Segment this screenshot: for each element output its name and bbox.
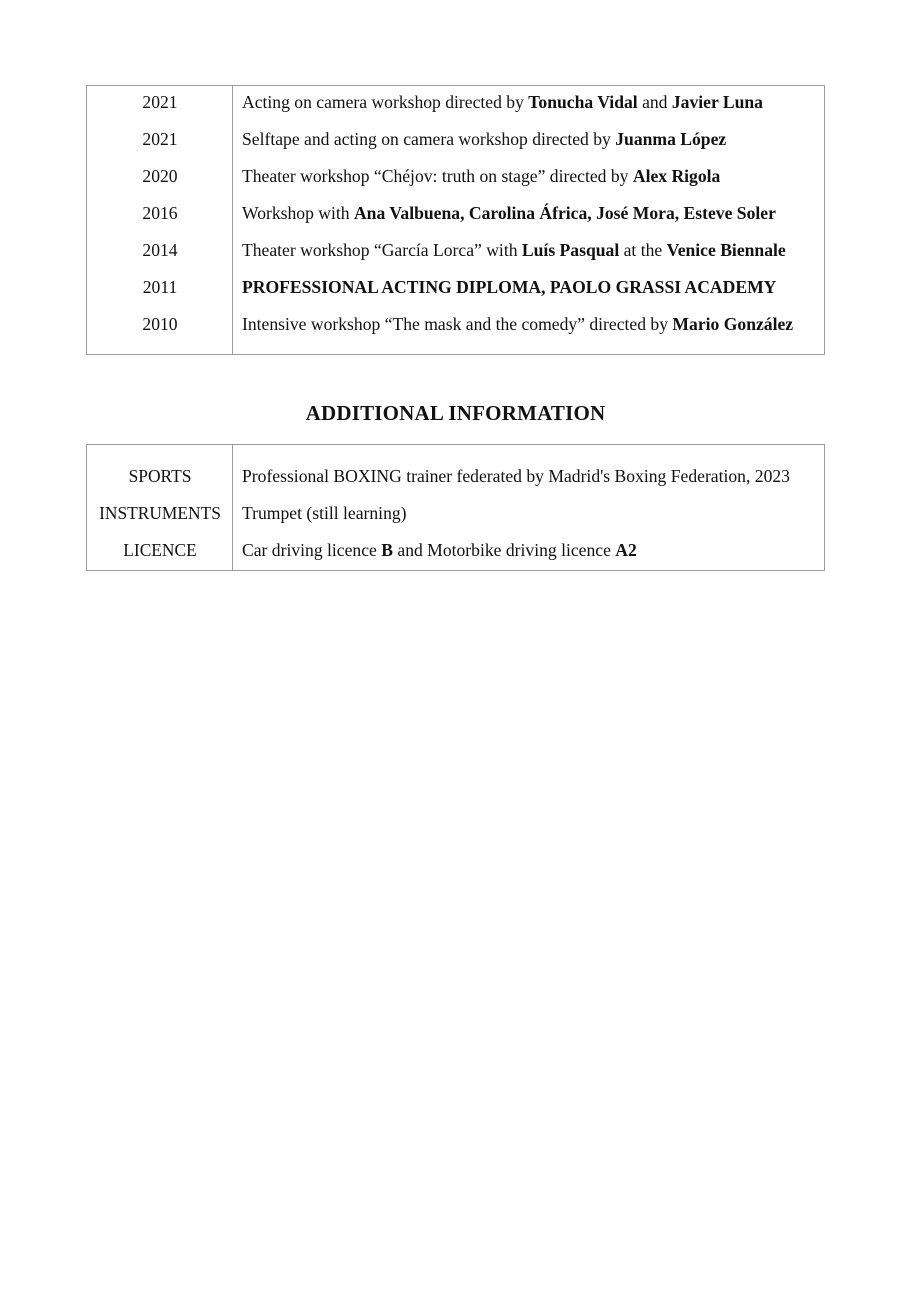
training-row — [87, 121, 824, 158]
year-cell: 2016 — [142, 203, 178, 223]
description-text: Workshop with — [242, 203, 354, 223]
description-text: Car driving licence — [242, 540, 382, 560]
entry-description — [233, 277, 824, 298]
description-text: at the — [619, 240, 667, 260]
training-row — [87, 84, 824, 121]
info-label-cell: LICENCE — [123, 540, 197, 560]
entry-description — [233, 503, 824, 524]
emphasized-text: Mario González — [672, 314, 794, 334]
training-rows — [87, 84, 824, 343]
description-text: Theater workshop “García Lorca” with — [242, 240, 522, 260]
info-label-cell: INSTRUMENTS — [99, 503, 221, 523]
description-text: and — [637, 92, 672, 112]
emphasized-text: PROFESSIONAL ACTING DIPLOMA, PAOLO GRASSI ACADEMY — [242, 277, 777, 297]
description-text: Theater workshop “Chéjov: truth on stage” directed by — [242, 166, 633, 186]
emphasized-text: Luís Pasqual — [521, 240, 620, 260]
entry-description — [233, 129, 824, 150]
year-cell: 2021 — [142, 92, 178, 112]
info-row — [87, 458, 824, 495]
entry-description — [233, 203, 824, 224]
training-row — [87, 232, 824, 269]
entry-description — [233, 314, 824, 335]
description-text: Selftape and acting on camera workshop directed by — [242, 129, 616, 149]
additional-information-heading: ADDITIONAL INFORMATION — [305, 401, 606, 425]
emphasized-text: Venice Biennale — [666, 240, 786, 260]
info-row — [87, 495, 824, 532]
entry-description — [233, 166, 824, 187]
year-cell: 2011 — [142, 277, 178, 297]
training-row — [87, 306, 824, 343]
emphasized-text: A2 — [615, 540, 637, 560]
description-text: and Motorbike driving licence — [392, 540, 616, 560]
emphasized-text: Juanma López — [615, 129, 727, 149]
entry-description — [233, 466, 824, 487]
training-row — [87, 269, 824, 306]
entry-description — [233, 92, 824, 113]
description-text: Acting on camera workshop directed by — [242, 92, 529, 112]
description-text: Trumpet (still learning) — [242, 503, 407, 523]
emphasized-text: Alex Rigola — [632, 166, 721, 186]
emphasized-text: B — [381, 540, 393, 560]
info-label-cell: SPORTS — [128, 466, 192, 486]
year-cell: 2010 — [142, 314, 178, 334]
year-cell: 2021 — [142, 129, 178, 149]
training-row — [87, 158, 824, 195]
training-table — [86, 85, 825, 355]
description-text: Professional BOXING trainer federated by Madrid's Boxing Federation, 2023 — [242, 466, 790, 486]
entry-description — [233, 240, 824, 261]
additional-rows — [87, 458, 824, 569]
year-cell: 2014 — [142, 240, 178, 260]
entry-description — [233, 540, 824, 561]
info-row — [87, 532, 824, 569]
additional-information-table — [86, 444, 825, 571]
training-row — [87, 195, 824, 232]
description-text: Intensive workshop “The mask and the comedy” directed by — [242, 314, 673, 334]
year-cell: 2020 — [142, 166, 178, 186]
emphasized-text: Tonucha Vidal — [528, 92, 638, 112]
emphasized-text: Ana Valbuena, Carolina África, José Mora, Esteve Soler — [353, 203, 776, 223]
emphasized-text: Javier Luna — [671, 92, 763, 112]
